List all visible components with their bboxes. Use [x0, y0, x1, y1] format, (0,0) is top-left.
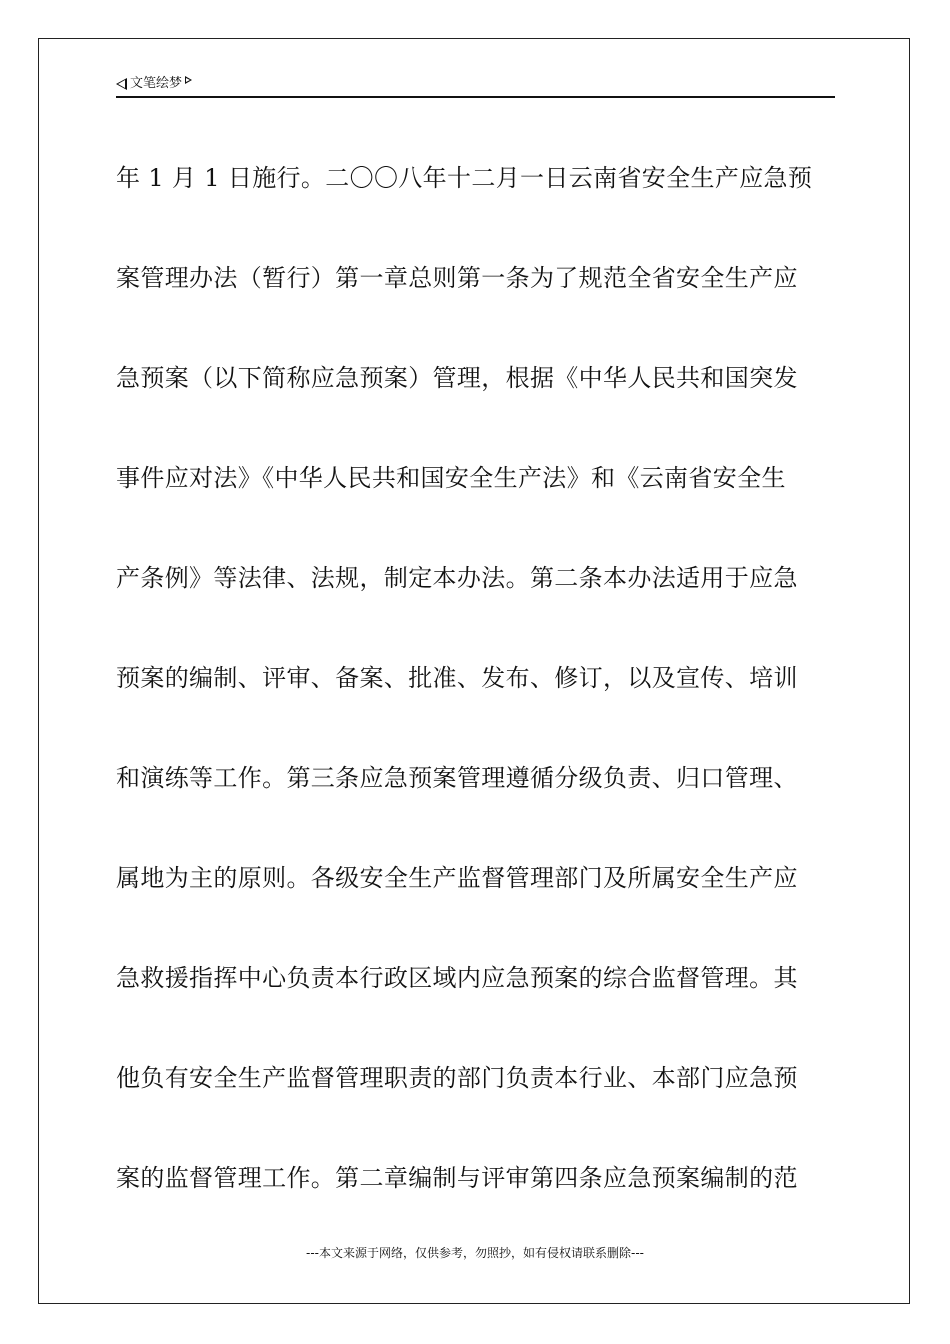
body-line: 急预案（以下简称应急预案）管理，根据《中华人民共和国突发 [116, 364, 798, 392]
body-line: 案管理办法（暂行）第一章总则第一条为了规范全省安全生产应 [116, 264, 798, 292]
page-footer-disclaimer: ---本文来源于网络，仅供参考，勿照抄，如有侵权请联系删除--- [306, 1246, 644, 1260]
body-line: 产条例》等法律、法规，制定本办法。第二条本办法适用于应急 [116, 564, 798, 592]
triangle-right-outline-icon [185, 76, 192, 84]
body-line: 急救援指挥中心负责本行政区域内应急预案的综合监督管理。其 [116, 964, 798, 992]
body-line: 他负有安全生产监督管理职责的部门负责本行业、本部门应急预 [116, 1064, 798, 1092]
body-line: 年 1 月 1 日施行。二〇〇八年十二月一日云南省安全生产应急预 [116, 164, 813, 192]
header-brand-text: 文笔绘梦 [130, 76, 183, 91]
body-line: 事件应对法》《中华人民共和国安全生产法》和《云南省安全生 [116, 464, 786, 492]
triangle-left-outline-icon [116, 78, 127, 90]
body-line: 属地为主的原则。各级安全生产监督管理部门及所属安全生产应 [116, 864, 798, 892]
body-line: 预案的编制、评审、备案、批准、发布、修订，以及宣传、培训 [116, 664, 798, 692]
page-header [116, 74, 835, 98]
body-line: 案的监督管理工作。第二章编制与评审第四条应急预案编制的范 [116, 1164, 798, 1192]
header-brand [116, 76, 192, 92]
body-line: 和演练等工作。第三条应急预案管理遵循分级负责、归口管理、 [116, 764, 798, 792]
document-body [116, 128, 840, 1228]
